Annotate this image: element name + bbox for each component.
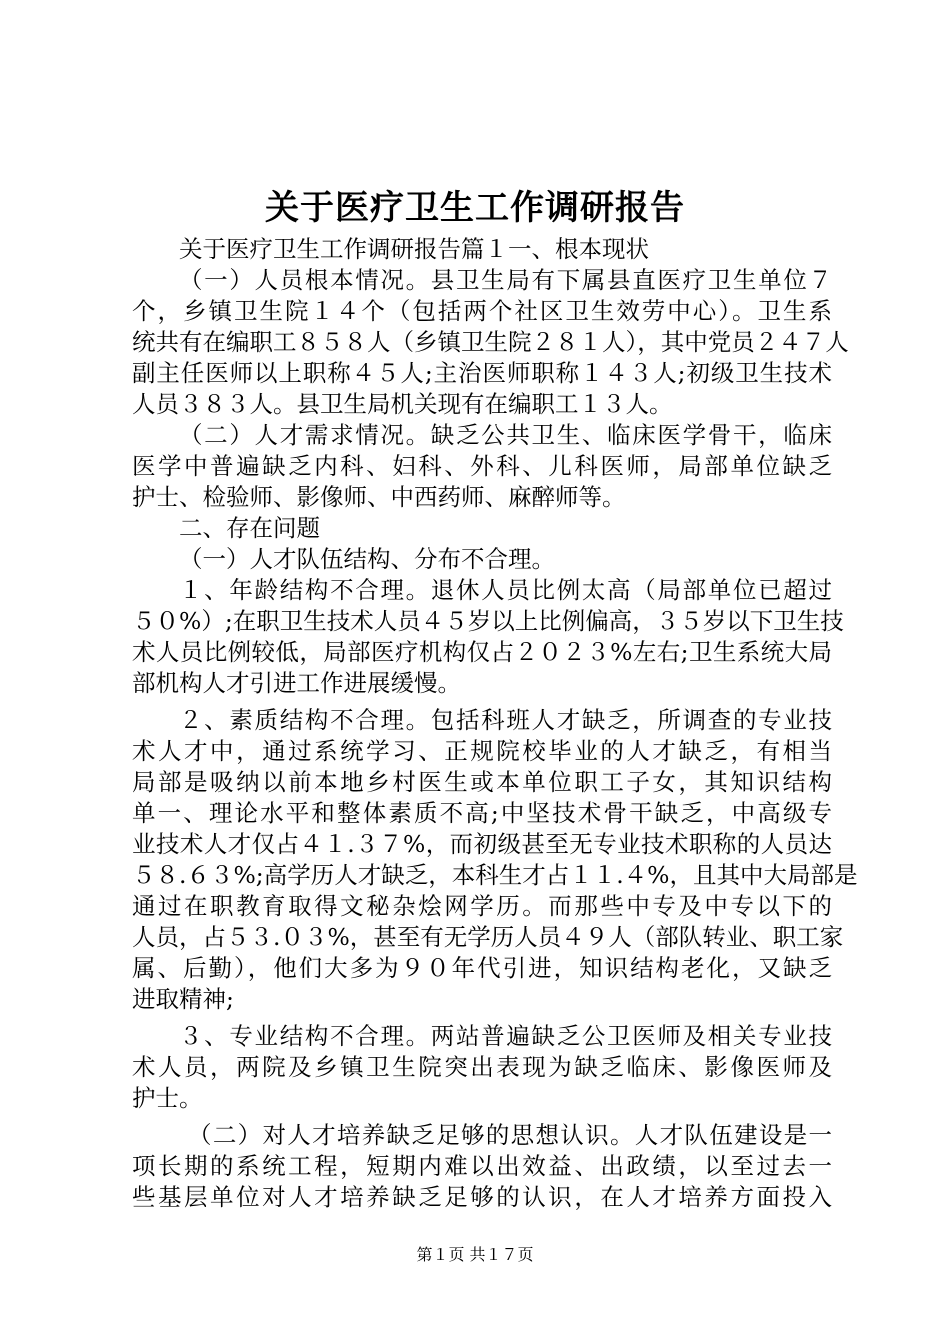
paragraph-line: 人员，占５３.０３%，甚至有无学历人员４９人（部队转业、职工家 [132,923,844,951]
paragraph-line: 些基层单位对人才培养缺乏足够的认识，在人才培养方面投入 [132,1183,832,1211]
paragraph-line: （二）对人才培养缺乏足够的思想认识。人才队伍建设是一 [188,1121,832,1149]
paragraph-line: ５０%）;在职卫生技术人员４５岁以上比例偏高，３５岁以下卫生技 [132,607,844,635]
paragraph-line: 属、后勤），他们大多为９０年代引进，知识结构老化，又缺乏 [132,954,832,982]
paragraph-line: １、年龄结构不合理。退休人员比例太高（局部单位已超过 [179,576,832,604]
paragraph-line: 项长期的系统工程，短期内难以出效益、出政绩，以至过去一 [132,1152,832,1180]
paragraph-line: ２、素质结构不合理。包括科班人才缺乏，所调查的专业技 [179,706,832,734]
paragraph-line: 通过在职教育取得文秘杂烩网学历。而那些中专及中专以下的 [132,892,832,920]
paragraph-line: 医学中普遍缺乏内科、妇科、外科、儿科医师，局部单位缺乏 [132,452,832,480]
paragraph-line: 护士、检验师、影像师、中西药师、麻醉师等。 [132,483,626,511]
paragraph-line: 部机构人才引进工作进展缓慢。 [132,669,461,697]
paragraph-line: 统共有在编职工８５８人（乡镇卫生院２８１人），其中党员２４７人 [132,328,849,356]
paragraph-line: ５８.６３%;高学历人才缺乏，本科生才占１１.４%，且其中大局部是 [132,861,858,889]
paragraph-line: 护士。 [132,1084,203,1112]
paragraph-line: 业技术人才仅占４１.３７%，而初级甚至无专业技术职称的人员达 [132,830,832,858]
document-body [132,234,858,1213]
paragraph-line: 人员３８３人。县卫生局机关现有在编职工１３人。 [132,390,673,418]
page-number: 第１页 共１７页 [416,1245,534,1264]
document-title: 关于医疗卫生工作调研报告 [265,188,685,228]
section-heading: 二、存在问题 [179,514,320,542]
paragraph-line: 术人员，两院及乡镇卫生院突出表现为缺乏临床、影像医师及 [132,1053,832,1081]
paragraph-line: 关于医疗卫生工作调研报告篇１一、根本现状 [179,235,649,263]
paragraph-line: （一）人员根本情况。县卫生局有下属县直医疗卫生单位７ [179,266,832,294]
paragraph-line: 术人才中，通过系统学习、正规院校毕业的人才缺乏，有相当 [132,737,832,765]
paragraph-line: （二）人才需求情况。缺乏公共卫生、临床医学骨干，临床 [179,421,832,449]
paragraph-line: 个，乡镇卫生院１４个（包括两个社区卫生效劳中心）。卫生系 [132,297,832,325]
paragraph-line: 单一、理论水平和整体素质不高;中坚技术骨干缺乏，中高级专 [132,799,832,827]
paragraph-line: 术人员比例较低，局部医疗机构仅占２０２３%左右;卫生系统大局 [132,638,832,666]
paragraph-line: 副主任医师以上职称４５人;主治医师职称１４３人;初级卫生技术 [132,359,832,387]
paragraph-line: 进取精神; [132,985,234,1013]
paragraph-line: ３、专业结构不合理。两站普遍缺乏公卫医师及相关专业技 [179,1022,832,1050]
subsection-heading: （一）人才队伍结构、分布不合理。 [179,545,555,573]
paragraph-line: 局部是吸纳以前本地乡村医生或本单位职工子女，其知识结构 [132,768,832,796]
